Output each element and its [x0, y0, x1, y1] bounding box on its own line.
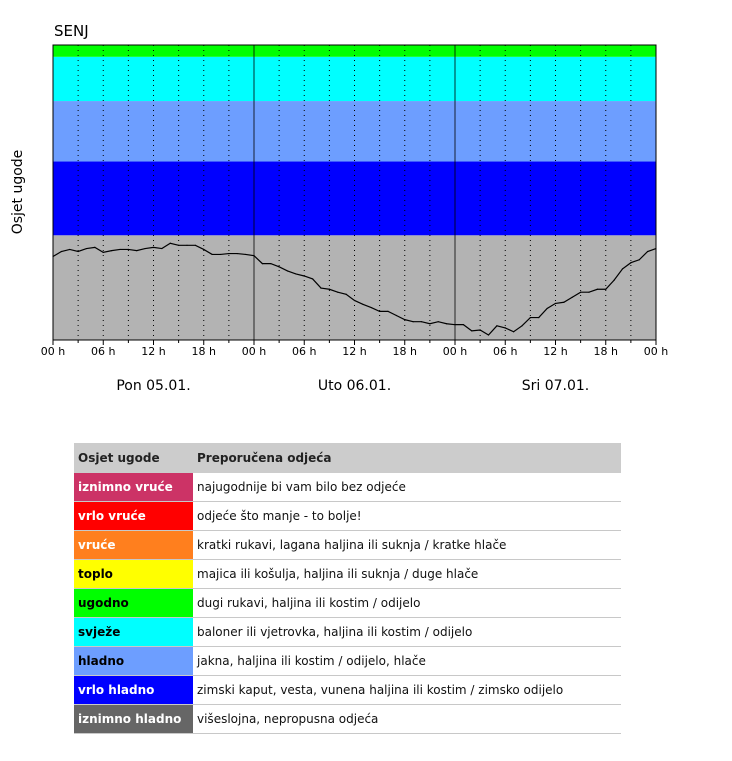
day-label: Sri 07.01.	[521, 378, 590, 394]
data-point	[379, 311, 380, 312]
data-point	[329, 289, 330, 290]
data-point	[630, 262, 631, 263]
x-tick-label: 06 h	[493, 345, 518, 358]
x-tick-label: 12 h	[342, 345, 367, 358]
data-point	[287, 270, 288, 271]
data-point	[304, 275, 305, 276]
legend-row	[74, 647, 621, 676]
data-point	[170, 243, 171, 244]
legend-recommendation-cell: dugi rukavi, haljina ili kostim / odijelo	[193, 589, 621, 618]
data-point	[279, 266, 280, 267]
x-tick-label: 00 h	[241, 345, 267, 358]
legend-recommendation-cell: kratki rukavi, lagana haljina ili suknja / kratke hlače	[193, 531, 621, 560]
data-point	[78, 251, 79, 252]
x-tick-label: 06 h	[91, 345, 116, 358]
data-point	[421, 321, 422, 322]
data-point	[362, 304, 363, 305]
x-tick-label: 18 h	[392, 345, 417, 358]
data-point	[103, 252, 104, 253]
data-point	[161, 248, 162, 249]
x-tick-label: 18 h	[593, 345, 618, 358]
data-point	[387, 311, 388, 312]
legend-level-cell: iznimno vruće	[74, 473, 193, 502]
data-point	[605, 289, 606, 290]
x-tick-label: 00 h	[643, 345, 669, 358]
data-point	[446, 323, 447, 324]
data-point	[521, 325, 522, 326]
data-point	[262, 263, 263, 264]
data-point	[119, 249, 120, 250]
legend-recommendation-cell: najugodnije bi vam bilo bez odjeće	[193, 473, 621, 502]
data-point	[178, 245, 179, 246]
y-axis-label: Osjet ugode	[10, 149, 26, 235]
x-tick-label: 06 h	[292, 345, 317, 358]
data-point	[463, 324, 464, 325]
data-point	[538, 317, 539, 318]
data-point	[153, 247, 154, 248]
legend-row	[74, 676, 621, 705]
data-point	[530, 317, 531, 318]
data-point	[480, 329, 481, 330]
data-point	[94, 247, 95, 248]
band-svježe	[53, 57, 656, 101]
legend-row	[74, 473, 621, 502]
legend-header-recommendation: Preporučena odjeća	[193, 443, 621, 473]
legend-header-row	[74, 443, 621, 473]
data-point	[429, 323, 430, 324]
data-point	[237, 253, 238, 254]
data-point	[371, 307, 372, 308]
data-point	[312, 278, 313, 279]
data-point	[563, 302, 564, 303]
x-tick-label: 18 h	[191, 345, 216, 358]
legend-recommendation-cell: baloner ili vjetrovka, haljina ili kostim / odijelo	[193, 618, 621, 647]
data-point	[212, 254, 213, 255]
data-point	[454, 324, 455, 325]
legend-level-cell: vrlo vruće	[74, 502, 193, 531]
data-point	[505, 327, 506, 328]
x-tick-label: 12 h	[141, 345, 166, 358]
legend-level-cell: hladno	[74, 647, 193, 676]
x-tick-label: 00 h	[442, 345, 468, 358]
legend-recommendation-cell: majica ili košulja, haljina ili suknja / duge hlače	[193, 560, 621, 589]
legend-row	[74, 705, 621, 734]
data-point	[295, 273, 296, 274]
legend-row	[74, 560, 621, 589]
data-point	[203, 249, 204, 250]
data-point	[354, 300, 355, 301]
band-vrlo-hladno	[53, 162, 656, 236]
data-point	[320, 287, 321, 288]
data-point	[471, 330, 472, 331]
data-point	[588, 292, 589, 293]
data-point	[111, 250, 112, 251]
legend-level-cell: ugodno	[74, 589, 193, 618]
data-point	[186, 245, 187, 246]
data-point	[555, 303, 556, 304]
data-point	[622, 268, 623, 269]
data-point	[128, 249, 129, 250]
data-point	[145, 248, 146, 249]
legend-level-cell: vruće	[74, 531, 193, 560]
data-point	[488, 334, 489, 335]
day-label: Uto 06.01.	[317, 378, 392, 394]
data-point	[396, 315, 397, 316]
data-point	[647, 251, 648, 252]
data-point	[346, 294, 347, 295]
data-point	[580, 292, 581, 293]
legend-row	[74, 502, 621, 531]
legend-level-cell: vrlo hladno	[74, 676, 193, 705]
data-point	[572, 297, 573, 298]
data-point	[337, 292, 338, 293]
legend-row	[74, 618, 621, 647]
data-point	[547, 308, 548, 309]
legend-row	[74, 589, 621, 618]
legend-row	[74, 531, 621, 560]
data-point	[195, 245, 196, 246]
data-point	[597, 289, 598, 290]
day-label: Pon 05.01.	[116, 378, 191, 394]
data-point	[245, 254, 246, 255]
data-point	[136, 250, 137, 251]
data-point	[228, 253, 229, 254]
data-point	[86, 248, 87, 249]
clothing-legend-table	[74, 443, 621, 734]
data-point	[69, 249, 70, 250]
chart-title: SENJ	[54, 22, 89, 40]
data-point	[270, 263, 271, 264]
legend-recommendation-cell: zimski kaput, vesta, vunena haljina ili kostim / zimsko odijelo	[193, 676, 621, 705]
legend-recommendation-cell: višeslojna, nepropusna odjeća	[193, 705, 621, 734]
legend-recommendation-cell: odjeće što manje - to bolje!	[193, 502, 621, 531]
legend-level-cell: toplo	[74, 560, 193, 589]
data-point	[438, 321, 439, 322]
data-point	[513, 331, 514, 332]
legend-level-cell: svježe	[74, 618, 193, 647]
legend-header-level: Osjet ugode	[74, 443, 193, 473]
data-point	[614, 280, 615, 281]
data-point	[639, 259, 640, 260]
data-point	[61, 251, 62, 252]
legend-recommendation-cell: jakna, haljina ili kostim / odijelo, hlače	[193, 647, 621, 676]
x-tick-label: 12 h	[543, 345, 568, 358]
data-point	[404, 319, 405, 320]
data-point	[413, 321, 414, 322]
data-point	[253, 255, 254, 256]
data-point	[496, 325, 497, 326]
legend-level-cell: iznimno hladno	[74, 705, 193, 734]
data-point	[220, 254, 221, 255]
x-tick-label: 00 h	[40, 345, 66, 358]
